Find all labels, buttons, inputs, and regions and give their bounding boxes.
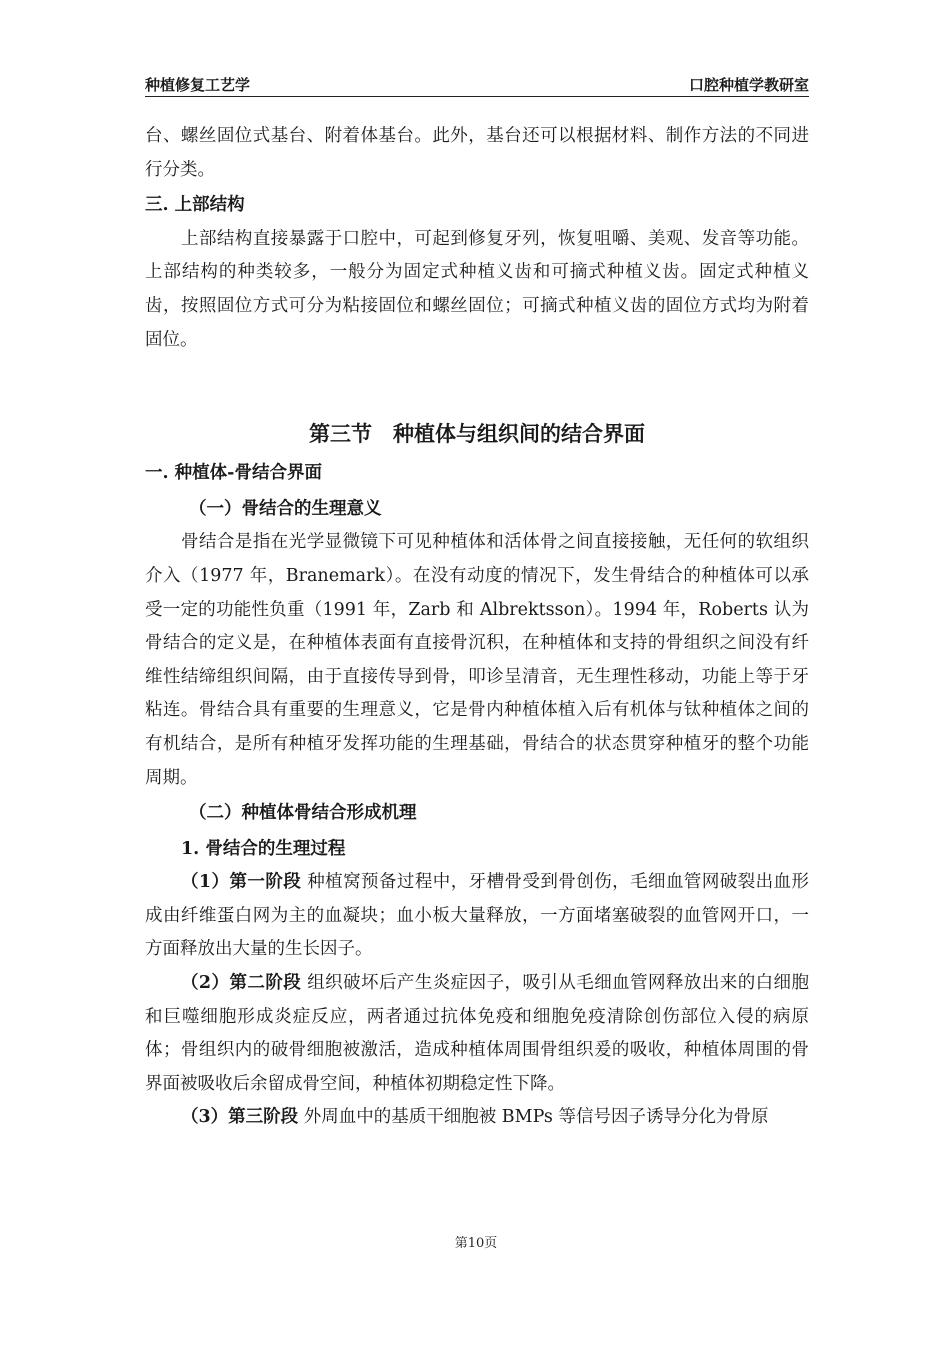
- page-header: [145, 74, 809, 97]
- stage-2-text: 组织破坏后产生炎症因子，吸引从毛细血管网释放出来的白细胞和巨噬细胞形成炎症反应，两者通过抗体免疫和细胞免疫清除创伤部位入侵的病原体；骨组织内的破骨细胞被激活，造成种植体周围骨组织爰的吸收，种植体周围的骨界面被吸收后余留成骨空间，种植体初期稳定性下降。: [145, 973, 809, 1094]
- stage-3-text: 外周血中的基质干细胞被 BMPs 等信号因子诱导分化为骨原: [298, 1107, 769, 1128]
- stage-1-text: 种植窝预备过程中，牙槽骨受到骨创伤，毛细血管网破裂出血形成由纤维蛋白网为主的血凝块；血小板大量释放，一方面堵塞破裂的血管网开口，一方面释放出大量的生长因子。: [145, 872, 809, 960]
- heading-implant-bone-interface: 一. 种植体-骨结合界面: [145, 463, 322, 484]
- paragraph-abutment-continued: 台、螺丝固位式基台、附着体基台。此外，基台还可以根据材料、制作方法的不同进行分类。: [145, 126, 809, 180]
- heading-physiological-process: 1. 骨结合的生理过程: [181, 838, 346, 859]
- header-book-title: 种植修复工艺学: [145, 76, 251, 94]
- stage-2-label: （2）第二阶段: [181, 973, 302, 994]
- paragraph-superstructure: 上部结构直接暴露于口腔中，可起到修复牙列，恢复咀嚼、美观、发音等功能。上部结构的种类较多，一般分为固定式种植义齿和可摘式种植义齿。固定式种植义齿，按照固位方式可分为粘接固位和螺丝固位；可摘式种植义齿的固位方式均为附着固位。: [145, 228, 809, 350]
- header-department: 口腔种植学教研室: [688, 76, 809, 94]
- heading-superstructure: 三. 上部结构: [145, 195, 245, 216]
- stage-3-label: （3）第三阶段: [181, 1107, 299, 1128]
- section-title: 第三节 种植体与组织间的结合界面: [309, 421, 645, 447]
- paragraph-stage-3: [145, 1101, 809, 1135]
- page-body: [145, 120, 809, 1135]
- heading-osseointegration-mechanism: （二）种植体骨结合形成机理: [189, 803, 417, 824]
- stage-1-label: （1）第一阶段: [181, 872, 302, 893]
- paragraph-osseointegration-significance: 骨结合是指在光学显微镜下可见种植体和活体骨之间直接接触，无任何的软组织介入（1977 年，Branemark）。在没有动度的情况下，发生骨结合的种植体可以承受一定的功能性负重（1991 年，Zarb 和 Albrektsson）。1994 年，Roberts 认为骨结合的定义是，在种植体表面有直接骨沉积，在种植体和支持的骨组织之间没有纤维性结缔组织间隔，由于直接传导到骨，叩诊呈清音，无生理性移动，功能上等于牙粘连。骨结合具有重要的生理意义，它是骨内种植体植入后有机体与钛种植体之间的有机结合，是所有种植牙发挥功能的生理基础，骨结合的状态贯穿种植牙的整个功能周期。: [145, 532, 809, 788]
- paragraph-stage-2: [145, 967, 809, 1101]
- page-number: 第10页: [454, 1236, 498, 1251]
- heading-osseointegration-significance: （一）骨结合的生理意义: [189, 498, 382, 519]
- paragraph-stage-1: [145, 866, 809, 967]
